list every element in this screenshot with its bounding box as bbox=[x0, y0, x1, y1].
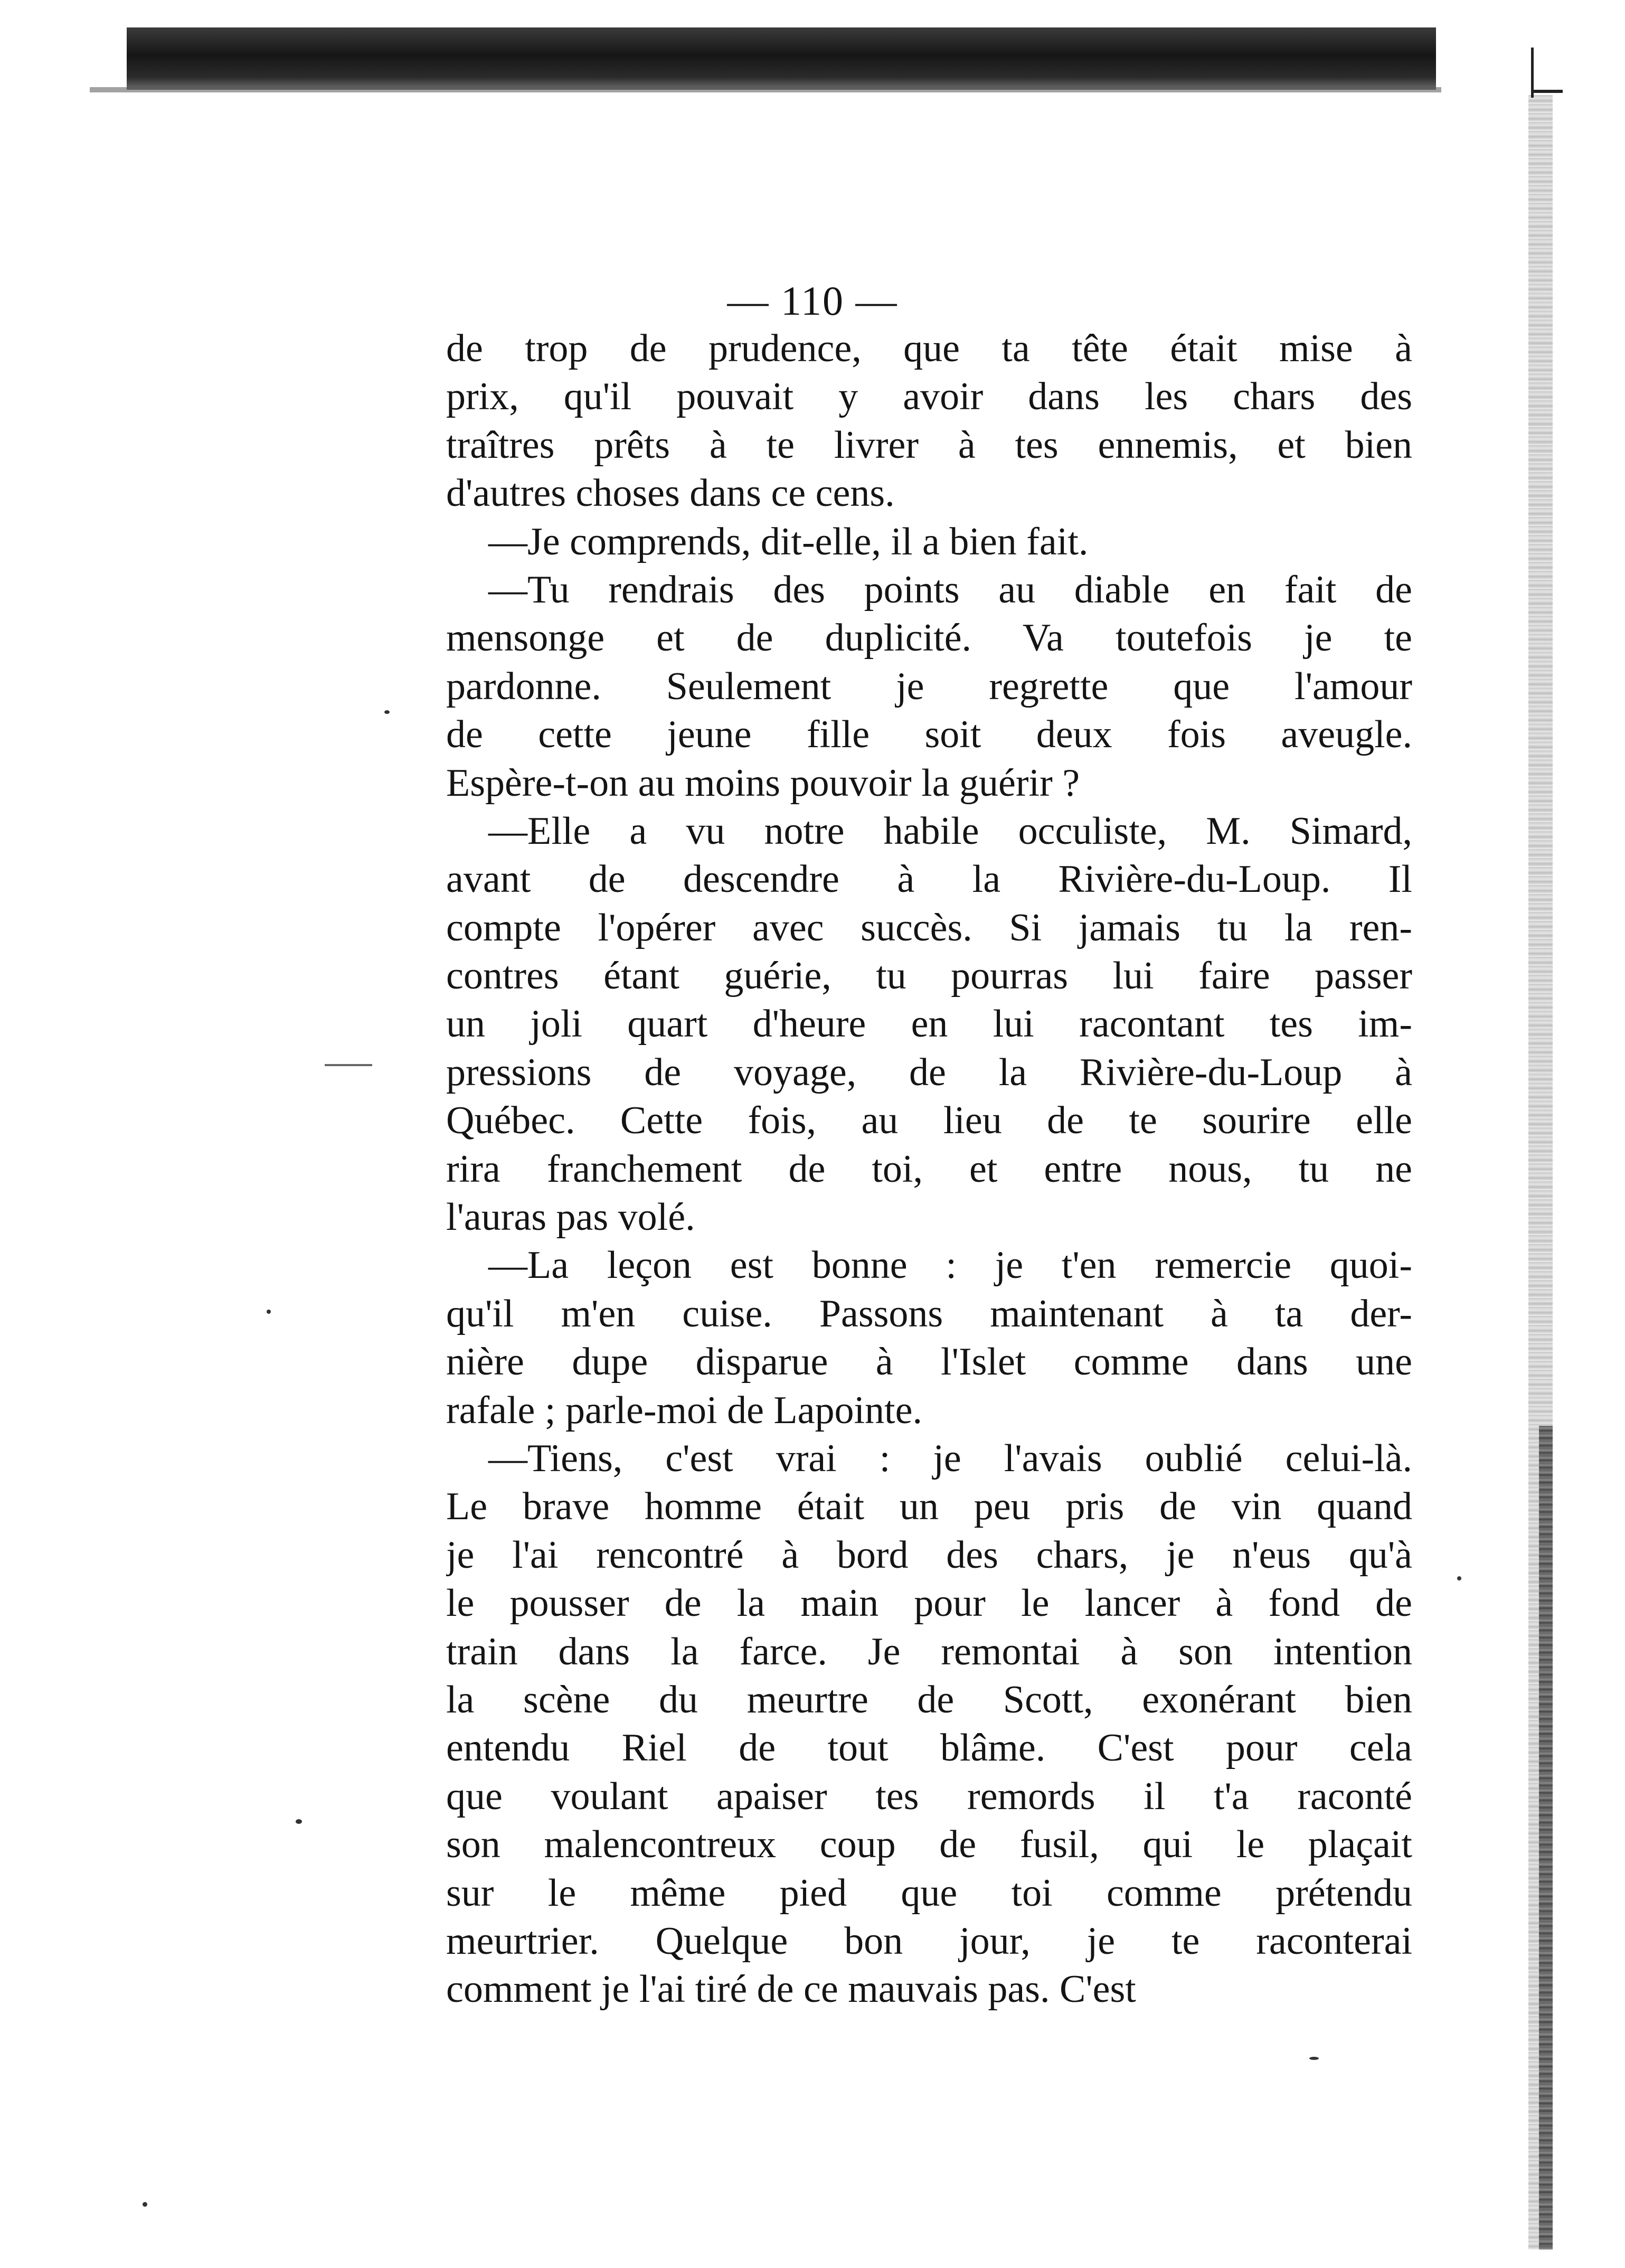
text-line: rafale ; parle-moi de Lapointe. bbox=[446, 1388, 922, 1432]
text-line: —Tiens, c'est vrai : je l'avais oublié celui-là. bbox=[488, 1436, 1412, 1480]
text-line: mensonge et de duplicité. Va toutefois je te bbox=[446, 616, 1412, 660]
text-line: sur le même pied que toi comme prétendu bbox=[446, 1871, 1412, 1915]
text-line: Québec. Cette fois, au lieu de te sourire elle bbox=[446, 1099, 1412, 1143]
scan-border-top-edge bbox=[90, 87, 1441, 92]
text-line: —Tu rendrais des points au diable en fait de bbox=[488, 568, 1412, 611]
scan-speck bbox=[143, 2202, 147, 2207]
scan-mark-horizontal bbox=[1531, 90, 1563, 93]
text-line: rira franchement de toi, et entre nous, tu ne bbox=[446, 1147, 1412, 1191]
text-line: l'auras pas volé. bbox=[446, 1196, 695, 1239]
body-text bbox=[446, 325, 1412, 2014]
scan-border-right-dark bbox=[1539, 1426, 1553, 2250]
text-line: de trop de prudence, que ta tête était mise à bbox=[446, 327, 1412, 370]
scan-speck bbox=[267, 1310, 271, 1314]
scan-speck bbox=[384, 710, 390, 714]
text-line: d'autres choses dans ce cens. bbox=[446, 472, 895, 515]
page-number: — 110 — bbox=[727, 278, 898, 324]
text-line: Le brave homme était un peu pris de vin quand bbox=[446, 1485, 1412, 1529]
text-line: pressions de voyage, de la Rivière-du-Loup à bbox=[446, 1050, 1412, 1094]
margin-mark bbox=[325, 1064, 372, 1066]
text-line: son malencontreux coup de fusil, qui le plaçait bbox=[446, 1823, 1412, 1867]
text-line: qu'il m'en cuise. Passons maintenant à ta der- bbox=[446, 1292, 1412, 1335]
text-line: avant de descendre à la Rivière-du-Loup. Il bbox=[446, 858, 1412, 901]
text-line: train dans la farce. Je remontai à son intention bbox=[446, 1630, 1412, 1673]
scan-speck bbox=[296, 1819, 302, 1824]
scan-border-top bbox=[127, 27, 1436, 90]
text-line: la scène du meurtre de Scott, exonérant bien bbox=[446, 1678, 1412, 1721]
text-line: entendu Riel de tout blâme. C'est pour cela bbox=[446, 1726, 1412, 1770]
text-line: prix, qu'il pouvait y avoir dans les chars des bbox=[446, 375, 1412, 419]
text-line: un joli quart d'heure en lui racontant tes im- bbox=[446, 1002, 1412, 1046]
text-line: le pousser de la main pour le lancer à fond de bbox=[446, 1582, 1412, 1625]
text-line: pardonne. Seulement je regrette que l'amour bbox=[446, 664, 1412, 708]
text-line: Espère-t-on au moins pouvoir la guérir ? bbox=[446, 761, 1080, 805]
scan-speck bbox=[1309, 2057, 1319, 2060]
text-line: de cette jeune fille soit deux fois aveugle. bbox=[446, 713, 1412, 757]
text-line: comment je l'ai tiré de ce mauvais pas. C'est bbox=[446, 1968, 1136, 2011]
text-line: meurtrier. Quelque bon jour, je te raconterai bbox=[446, 1919, 1412, 1963]
text-line: contres étant guérie, tu pourras lui faire passer bbox=[446, 954, 1412, 998]
text-line: —Elle a vu notre habile occuliste, M. Simard, bbox=[488, 809, 1412, 853]
scan-speck bbox=[1457, 1576, 1461, 1580]
text-line: que voulant apaiser tes remords il t'a raconté bbox=[446, 1774, 1412, 1818]
text-line: compte l'opérer avec succès. Si jamais tu la ren- bbox=[446, 906, 1412, 949]
text-line: je l'ai rencontré à bord des chars, je n'eus qu'à bbox=[446, 1533, 1412, 1577]
text-line: —Je comprends, dit-elle, il a bien fait. bbox=[488, 520, 1089, 563]
text-line: traîtres prêts à te livrer à tes ennemis, et bien bbox=[446, 423, 1412, 467]
text-line: —La leçon est bonne : je t'en remercie quoi- bbox=[488, 1244, 1412, 1287]
text-line: nière dupe disparue à l'Islet comme dans une bbox=[446, 1340, 1412, 1384]
